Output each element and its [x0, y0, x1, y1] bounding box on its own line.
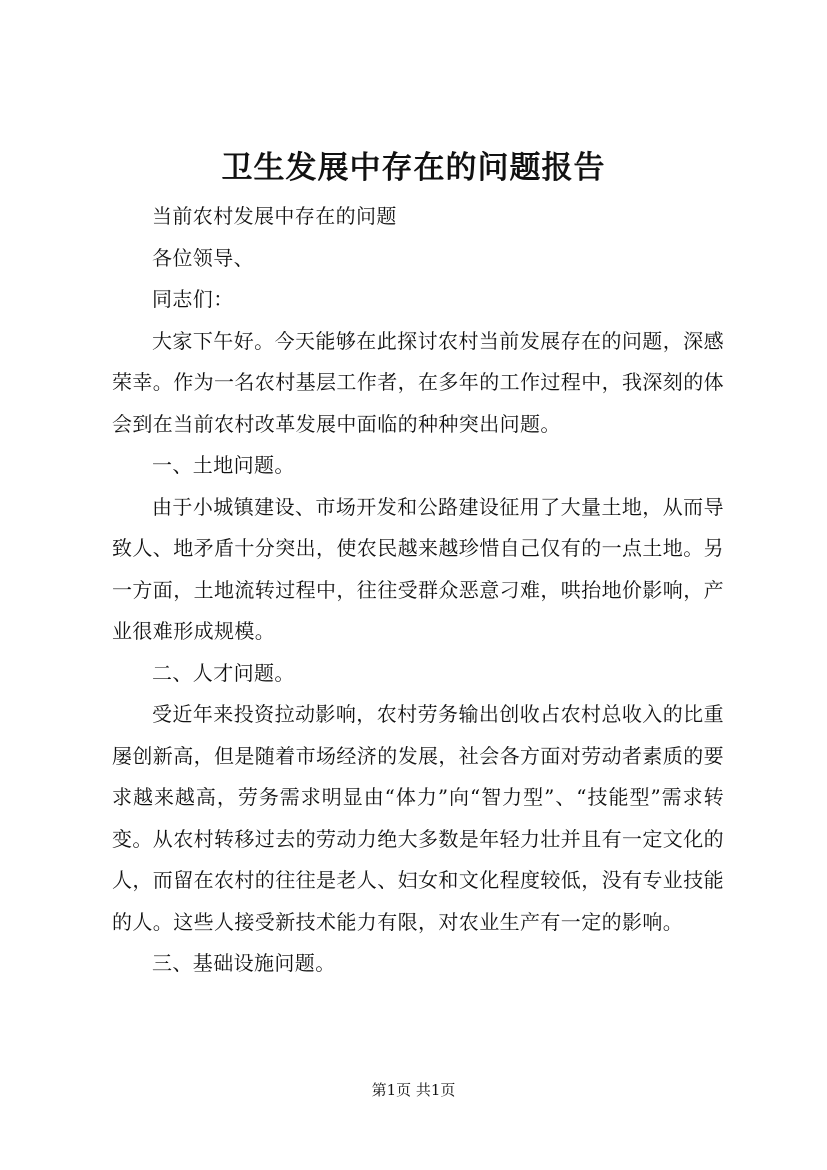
section-heading: 三、基础设施问题。 [152, 951, 336, 975]
body-paragraph: 大家下午好。今天能够在此探讨农村当前发展存在的问题，深感荣幸。作为一名农村基层工作者，在多年的工作过程中，我深刻的体会到在当前农村改革发展中面临的种种突出问题。 [112, 328, 724, 436]
page-number-label: 第1页 共1页 [371, 1081, 456, 1099]
page-footer [0, 1080, 827, 1100]
body-paragraph: 受近年来投资拉动影响，农村劳务输出创收占农村总收入的比重屡创新高，但是随着市场经济的发展，社会各方面对劳动者素质的要求越来越高，劳务需求明显由“体力”向“智力型”、“技能型”需求转变。从农村转移过去的劳动力绝大多数是年轻力壮并且有一定文化的人，而留在农村的往往是老人、妇女和文化程度较低，没有专业技能的人。这些人接受新技术能力有限，对农业生产有一定的影响。 [112, 702, 724, 934]
section-heading: 一、土地问题。 [152, 453, 295, 477]
salutation-line: 各位领导、 [152, 245, 254, 270]
body-paragraph: 由于小城镇建设、市场开发和公路建设征用了大量土地，从而导致人、地矛盾十分突出，使农民越来越珍惜自己仅有的一点土地。另一方面，土地流转过程中，往往受群众恶意刁难，哄抬地价影响，产业很难形成规模。 [112, 494, 724, 643]
salutation-line: 同志们： [152, 287, 234, 311]
document-body [112, 196, 724, 985]
document-title: 卫生发展中存在的问题报告 [221, 150, 606, 186]
section-heading: 二、人才问题。 [152, 660, 295, 685]
subtitle-paragraph: 当前农村发展中存在的问题 [152, 204, 397, 228]
